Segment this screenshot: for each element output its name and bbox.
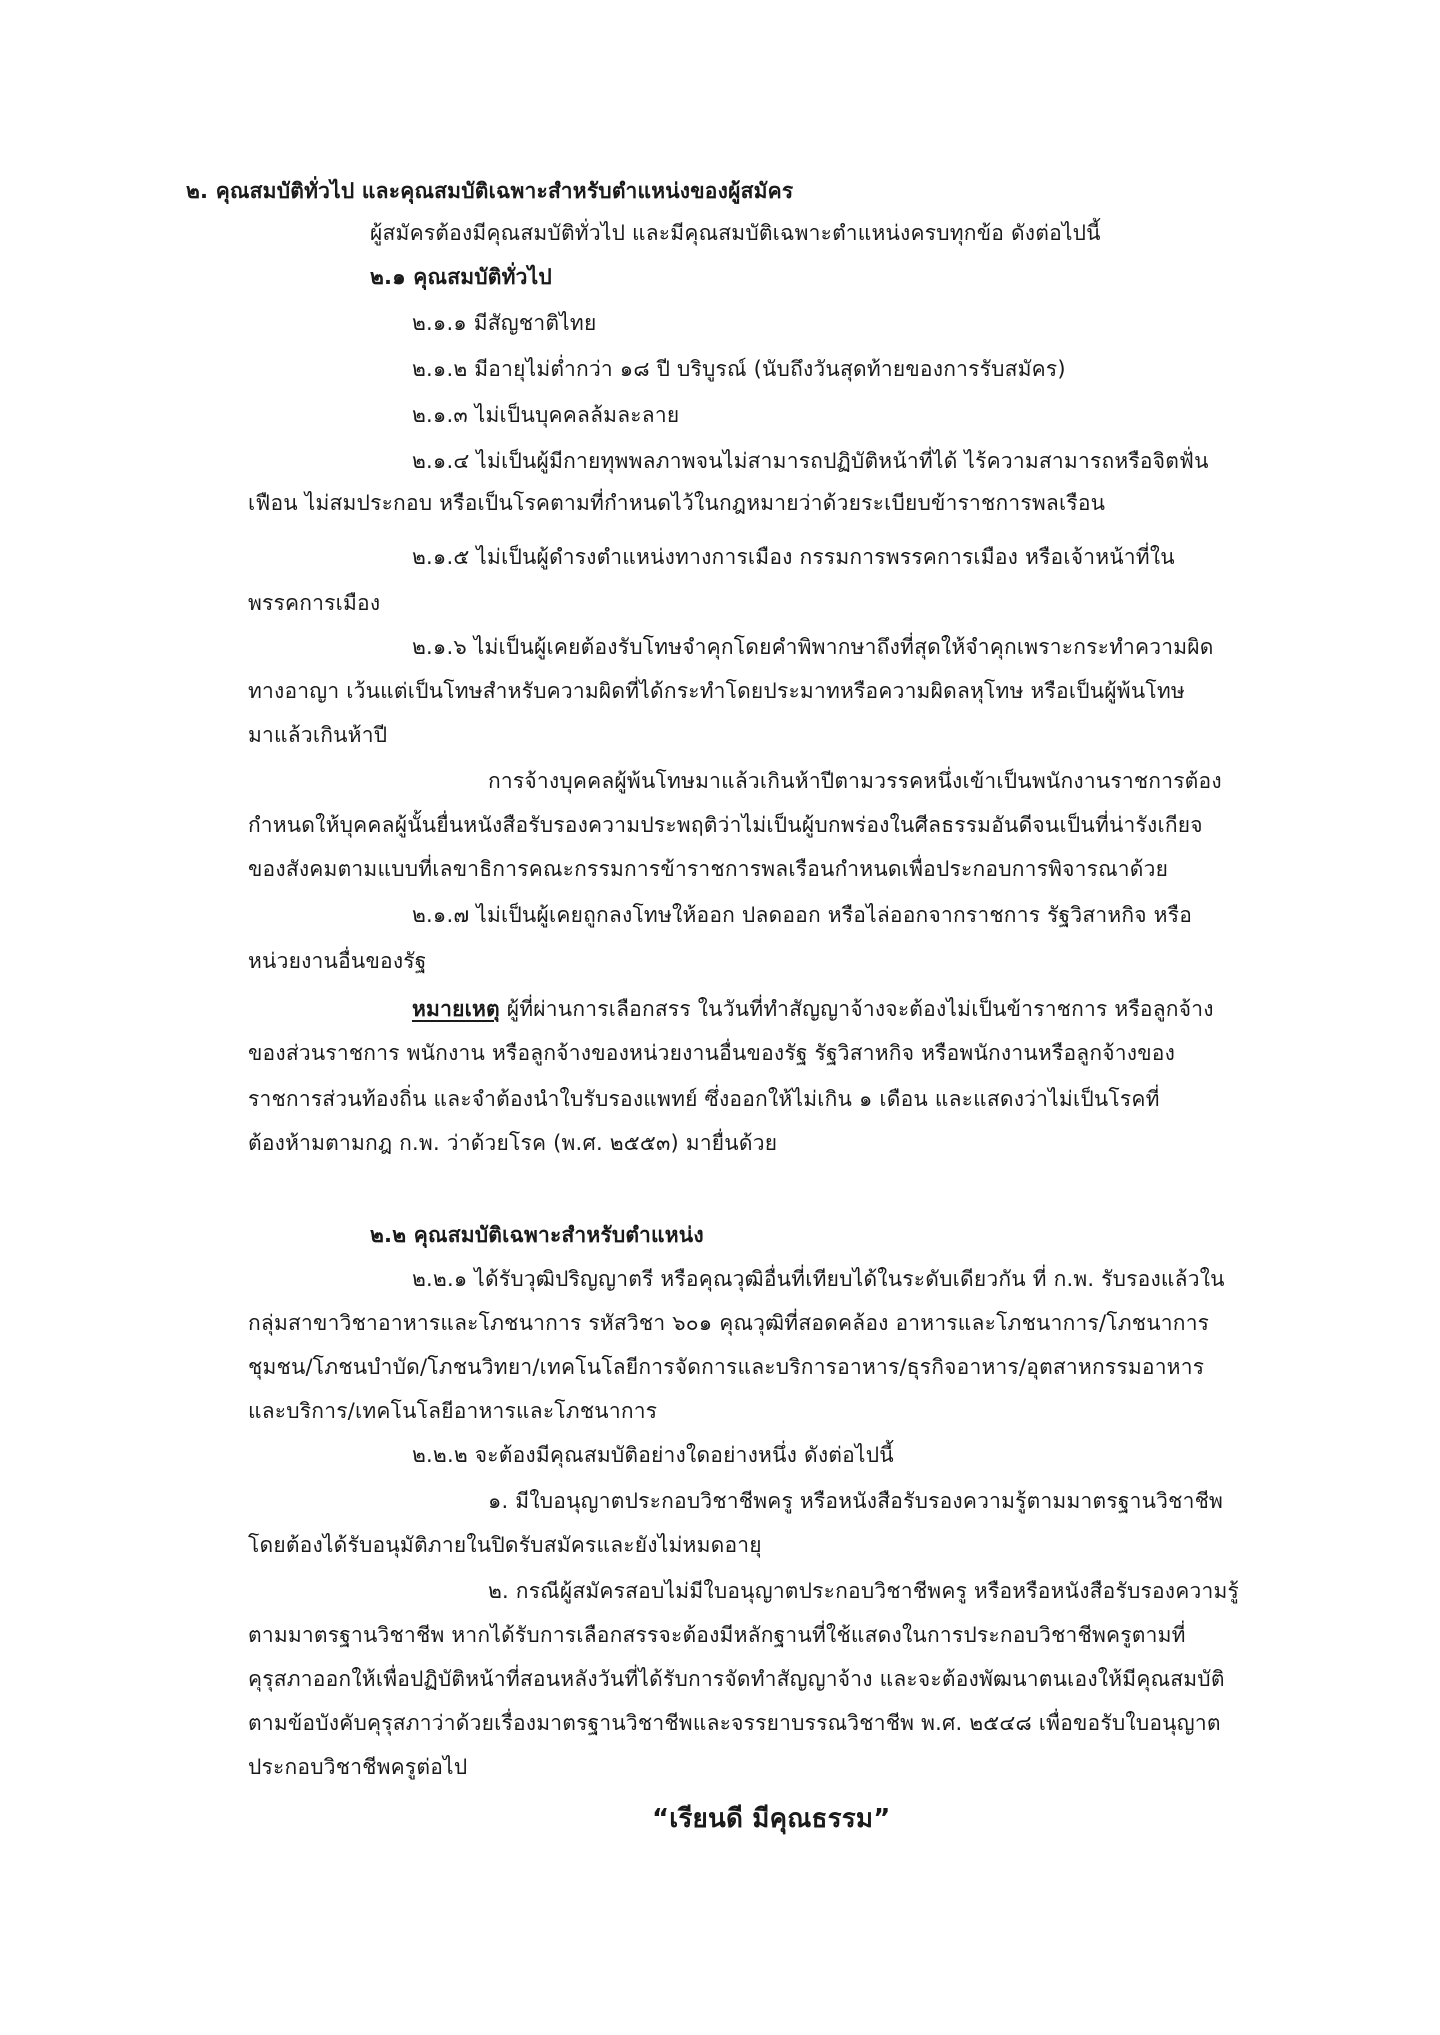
item-2-1-3: ๒.๑.๓ ไม่เป็นบุคคลล้มละลาย xyxy=(412,403,680,427)
condition-1-line2: โดยต้องได้รับอนุมัติภายในปิดรับสมัครและยังไม่หมดอายุ xyxy=(248,1533,762,1557)
section-heading: ๒. คุณสมบัติทั่วไป และคุณสมบัติเฉพาะสำหรับตำแหน่งของผู้สมัคร xyxy=(186,179,794,203)
item-2-1-2: ๒.๑.๒ มีอายุไม่ต่ำกว่า ๑๘ ปี บริบูรณ์ (นับถึงวันสุดท้ายของการรับสมัคร) xyxy=(412,357,1066,381)
note-line4: ต้องห้ามตามกฎ ก.พ. ว่าด้วยโรค (พ.ศ. ๒๕๕๓) มายื่นด้วย xyxy=(248,1131,778,1155)
item-2-1-4-line1: ๒.๑.๔ ไม่เป็นผู้มีกายทุพพลภาพจนไม่สามารถปฏิบัติหน้าที่ได้ ไร้ความสามารถหรือจิตฟั่น xyxy=(412,449,1209,473)
item-2-1-6-line2: ทางอาญา เว้นแต่เป็นโทษสำหรับความผิดที่ได้กระทำโดยประมาทหรือความผิดลหุโทษ หรือเป็นผู้พ้นโทษ xyxy=(248,679,1185,703)
condition-2-line1: ๒. กรณีผู้สมัครสอบไม่มีใบอนุญาตประกอบวิชาชีพครู หรือหรือหนังสือรับรองความรู้ xyxy=(488,1579,1239,1603)
subsection-heading-general: ๒.๑ คุณสมบัติทั่วไป xyxy=(370,265,552,289)
condition-2-line5: ประกอบวิชาชีพครูต่อไป xyxy=(248,1755,468,1779)
item-2-1-4-line2: เฟือน ไม่สมประกอบ หรือเป็นโรคตามที่กำหนดไว้ในกฎหมายว่าด้วยระเบียบข้าราชการพลเรือน xyxy=(248,491,1106,515)
note-line2: ของส่วนราชการ พนักงาน หรือลูกจ้างของหน่วยงานอื่นของรัฐ รัฐวิสาหกิจ หรือพนักงานหรือลูกจ้างของ xyxy=(248,1041,1176,1065)
hire-paragraph-line2: กำหนดให้บุคคลผู้นั้นยื่นหนังสือรับรองความประพฤติว่าไม่เป็นผู้บกพร่องในศีลธรรมอันดีจนเป็นที่น่ารังเกียจ xyxy=(248,813,1203,837)
note-line3: ราชการส่วนท้องถิ่น และจำต้องนำใบรับรองแพทย์ ซึ่งออกให้ไม่เกิน ๑ เดือน และแสดงว่าไม่เป็นโรคที่ xyxy=(248,1087,1160,1111)
school-motto: “เรียนดี มีคุณธรรม” xyxy=(652,1804,891,1834)
item-2-2-1-line4: และบริการ/เทคโนโลยีอาหารและโภชนาการ xyxy=(248,1399,658,1423)
item-2-2-2: ๒.๒.๒ จะต้องมีคุณสมบัติอย่างใดอย่างหนึ่ง ดังต่อไปนี้ xyxy=(412,1443,894,1467)
note-line1 xyxy=(412,994,1214,1024)
item-2-1-6-line1: ๒.๑.๖ ไม่เป็นผู้เคยต้องรับโทษจำคุกโดยคำพิพากษาถึงที่สุดให้จำคุกเพราะกระทำความผิด xyxy=(412,635,1214,659)
note-label: หมายเหตุ xyxy=(412,997,500,1021)
item-2-1-5-line2: พรรคการเมือง xyxy=(248,591,381,615)
hire-paragraph-line1: การจ้างบุคคลผู้พ้นโทษมาแล้วเกินห้าปีตามวรรคหนึ่งเข้าเป็นพนักงานราชการต้อง xyxy=(488,769,1222,793)
item-2-1-5-line1: ๒.๑.๕ ไม่เป็นผู้ดำรงตำแหน่งทางการเมือง กรรมการพรรคการเมือง หรือเจ้าหน้าที่ใน xyxy=(412,545,1175,569)
item-2-2-1-line3: ชุมชน/โภชนบำบัด/โภชนวิทยา/เทคโนโลยีการจัดการและบริการอาหาร/ธุรกิจอาหาร/อุตสาหกรรมอาหาร xyxy=(248,1355,1205,1379)
item-2-1-6-line3: มาแล้วเกินห้าปี xyxy=(248,723,388,747)
condition-2-line3: คุรุสภาออกให้เพื่อปฏิบัติหน้าที่สอนหลังวันที่ได้รับการจัดทำสัญญาจ้าง และจะต้องพัฒนาตนเองให้มีคุณสมบัติ xyxy=(248,1667,1225,1691)
condition-2-line2: ตามมาตรฐานวิชาชีพ หากได้รับการเลือกสรรจะต้องมีหลักฐานที่ใช้แสดงในการประกอบวิชาชีพครูตามที่ xyxy=(248,1623,1186,1647)
condition-1-line1: ๑. มีใบอนุญาตประกอบวิชาชีพครู หรือหนังสือรับรองความรู้ตามมาตรฐานวิชาชีพ xyxy=(488,1489,1224,1513)
item-2-2-1-line1: ๒.๒.๑ ได้รับวุฒิปริญญาตรี หรือคุณวุฒิอื่นที่เทียบได้ในระดับเดียวกัน ที่ ก.พ. รับรองแล้วใน xyxy=(412,1267,1225,1291)
note-text: ผู้ที่ผ่านการเลือกสรร ในวันที่ทำสัญญาจ้างจะต้องไม่เป็นข้าราชการ หรือลูกจ้าง xyxy=(499,997,1214,1021)
item-2-1-7-line1: ๒.๑.๗ ไม่เป็นผู้เคยถูกลงโทษให้ออก ปลดออก หรือไล่ออกจากราชการ รัฐวิสาหกิจ หรือ xyxy=(412,903,1193,927)
item-2-2-1-line2: กลุ่มสาขาวิชาอาหารและโภชนาการ รหัสวิชา ๖๐๑ คุณวุฒิที่สอดคล้อง อาหารและโภชนาการ/โภชนาการ xyxy=(248,1311,1210,1335)
item-2-1-7-line2: หน่วยงานอื่นของรัฐ xyxy=(248,949,427,973)
condition-2-line4: ตามข้อบังคับคุรุสภาว่าด้วยเรื่องมาตรฐานวิชาชีพและจรรยาบรรณวิชาชีพ พ.ศ. ๒๕๔๘ เพื่อขอรับใบอนุญาต xyxy=(248,1711,1221,1735)
item-2-1-1: ๒.๑.๑ มีสัญชาติไทย xyxy=(412,311,597,335)
subsection-heading-specific: ๒.๒ คุณสมบัติเฉพาะสำหรับตำแหน่ง xyxy=(370,1223,704,1247)
hire-paragraph-line3: ของสังคมตามแบบที่เลขาธิการคณะกรรมการข้าราชการพลเรือนกำหนดเพื่อประกอบการพิจารณาด้วย xyxy=(248,857,1169,881)
section-intro: ผู้สมัครต้องมีคุณสมบัติทั่วไป และมีคุณสมบัติเฉพาะตำแหน่งครบทุกข้อ ดังต่อไปนี้ xyxy=(370,221,1101,245)
